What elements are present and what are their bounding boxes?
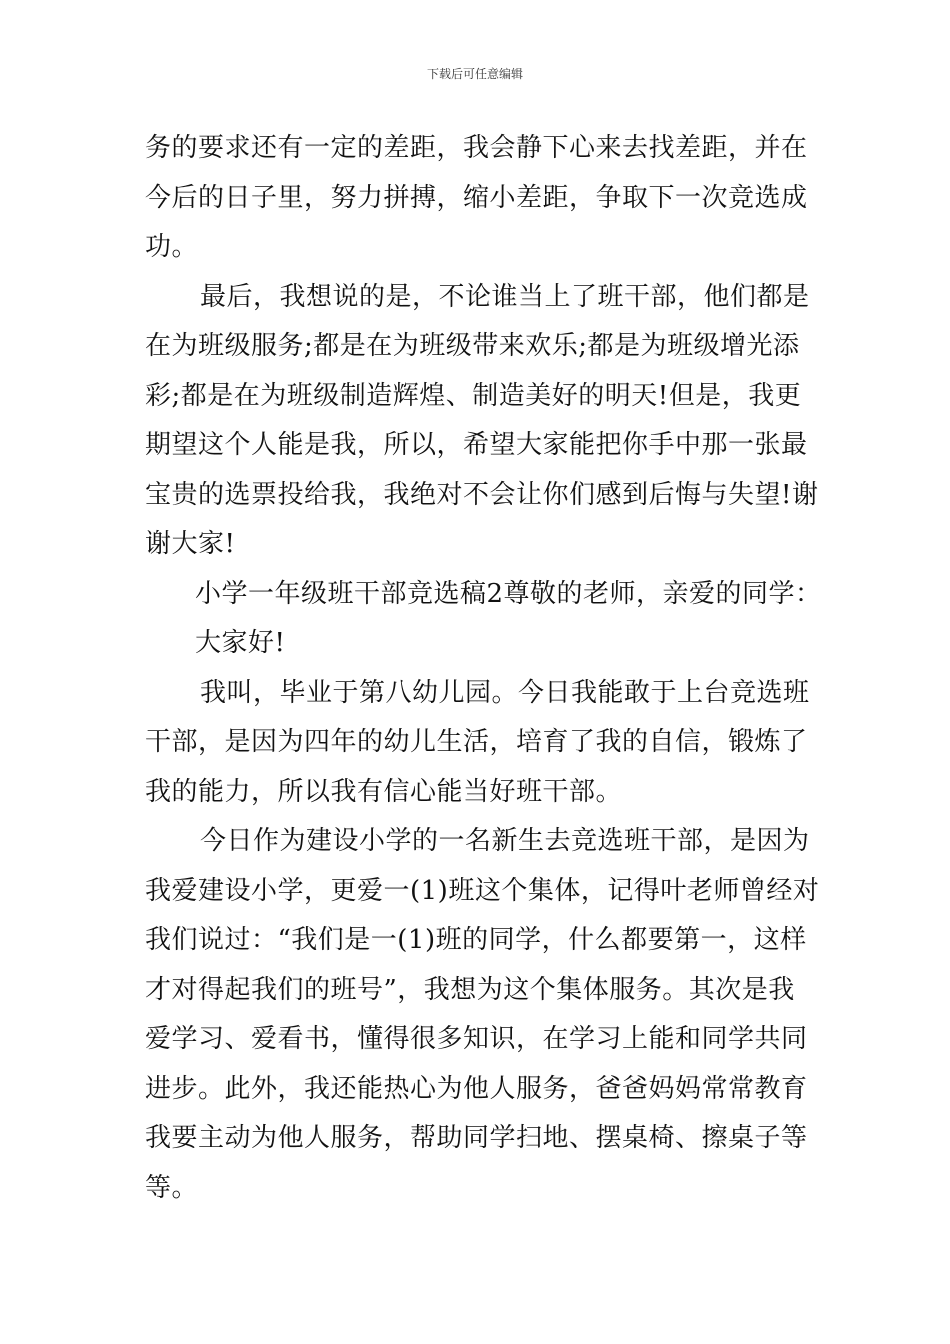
text-line: 我要主动为他人服务，帮助同学扫地、摆桌椅、擦桌子等 <box>145 1123 808 1153</box>
text-line: 今后的日子里，努力拼搏，缩小差距，争取下一次竞选成 <box>145 182 808 213</box>
greeting-line: 大家好! <box>195 628 286 658</box>
document-body <box>145 124 822 1213</box>
section-title-line: 小学一年级班干部竞选稿2尊敬的老师，亲爱的同学： <box>195 578 822 609</box>
text-line: 进步。此外，我还能热心为他人服务，爸爸妈妈常常教育 <box>145 1073 808 1104</box>
paragraph-first-line: 今日作为建设小学的一名新生去竞选班干部，是因为 <box>200 826 810 856</box>
page-header: 下载后可任意编辑 <box>426 67 523 81</box>
text-line: 干部，是因为四年的幼儿生活，培育了我的自信，锻炼了 <box>145 727 808 757</box>
paragraph-first-line: 我叫，毕业于第八幼儿园。今日我能敢于上台竞选班 <box>200 677 810 708</box>
text-line: 务的要求还有一定的差距，我会静下心来去找差距，并在 <box>145 133 808 163</box>
text-line: 爱学习、爱看书，懂得很多知识，在学习上能和同学共同 <box>145 1024 808 1054</box>
paragraph-first-line: 最后，我想说的是，不论谁当上了班干部，他们都是 <box>200 281 810 312</box>
text-line: 等。 <box>145 1172 199 1203</box>
text-line: 在为班级服务;都是在为班级带来欢乐;都是为班级增光添 <box>145 331 800 361</box>
text-line: 我的能力，所以我有信心能当好班干部。 <box>145 776 623 807</box>
text-line: 我们说过：“我们是一(1)班的同学，什么都要第一，这样 <box>145 925 807 955</box>
text-line: 谢大家! <box>145 529 236 559</box>
text-line: 期望这个人能是我，所以，希望大家能把你手中那一张最 <box>145 430 808 460</box>
text-line: 宝贵的选票投给我，我绝对不会让你们感到后悔与失望!谢 <box>145 479 819 510</box>
text-line: 彩;都是在为班级制造辉煌、制造美好的明天!但是，我更 <box>145 380 802 411</box>
text-line: 我爱建设小学，更爱一(1)班这个集体，记得叶老师曾经对 <box>145 875 820 906</box>
text-line: 才对得起我们的班号”，我想为这个集体服务。其次是我 <box>145 974 795 1005</box>
text-line: 功。 <box>145 232 199 262</box>
